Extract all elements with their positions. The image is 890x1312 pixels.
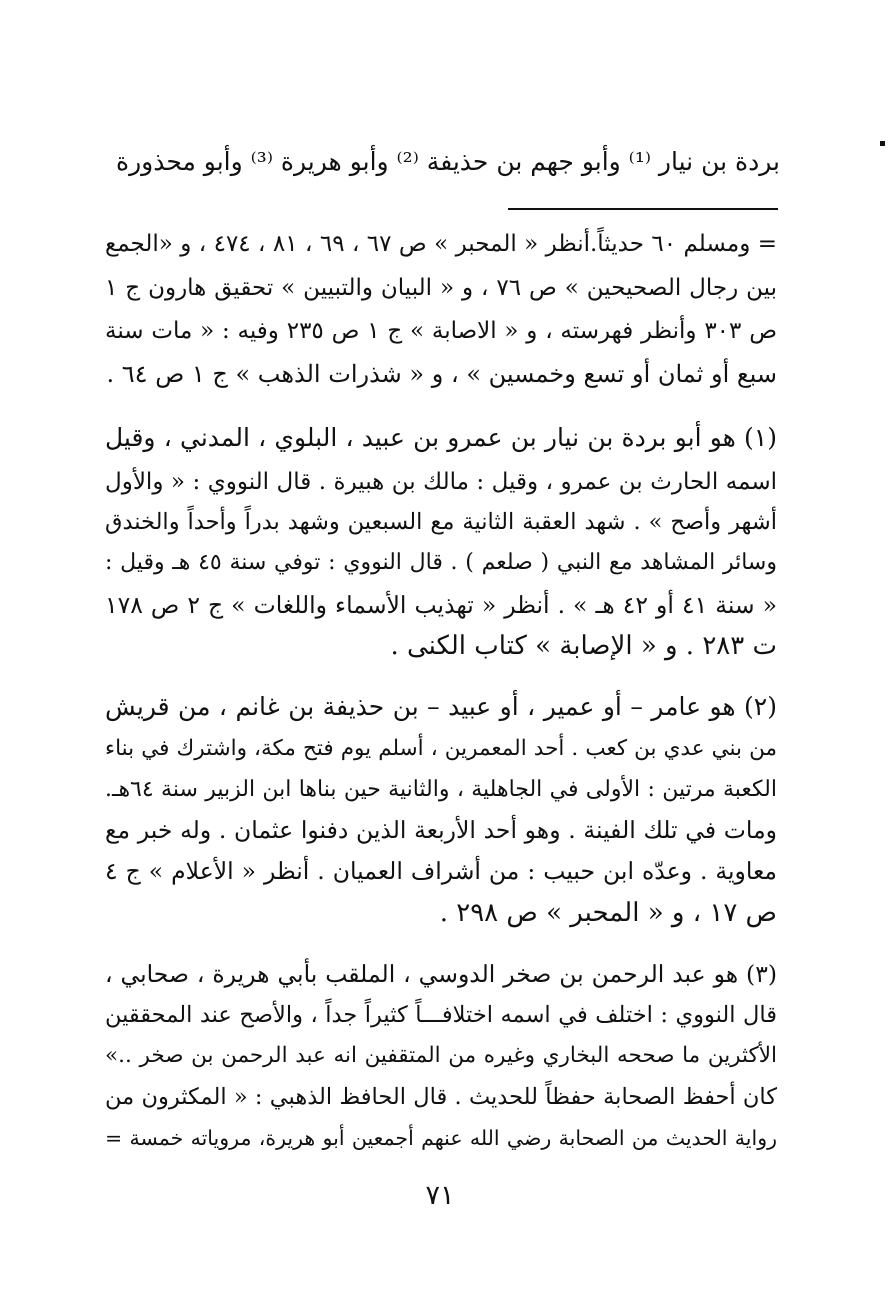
footnote-1-line: وسائر المشاهد مع النبي ( صلعم ) . قال النووي : توفي سنة ٤٥ هـ وقيل : bbox=[105, 550, 777, 575]
footnote-continued-line: سبع أو ثمان أو تسع وخمسين » ، و « شذرات الذهب » ج ١ ص ٦٤ . bbox=[106, 360, 777, 388]
footnote-3-line: (٣) هو عبد الرحمن بن صخر الدوسي ، الملقب بأبي هريرة ، صحابي ، bbox=[105, 960, 777, 988]
footnote-continued-line: ص ٣٠٣ وأنظر فهرسته ، و « الاصابة » ج ١ ص ٢٣٥ وفيه : « مات سنة bbox=[105, 318, 777, 344]
footnote-2-line: معاوية . وعدّه ابن حبيب : من أشراف العميان . أنظر « الأعلام » ج ٤ bbox=[105, 857, 777, 885]
footnote-3-line: رواية الحديث من الصحابة رضي الله عنهم أجمعين أبو هريرة، مروياته خمسة = bbox=[105, 1126, 777, 1150]
margin-mark bbox=[880, 141, 885, 146]
footnote-1-line: « سنة ٤١ أو ٤٢ هـ » . أنظر « تهذيب الأسماء واللغات » ج ٢ ص ١٧٨ bbox=[105, 591, 778, 619]
footnote-separator bbox=[508, 208, 778, 210]
footnote-3-line: كان أحفظ الصحابة حفظاً للحديث . قال الحافظ الذهبي : « المكثرون من bbox=[105, 1084, 777, 1110]
main-text-line: بردة بن نيار ⁽¹⁾ وأبو جهم بن حذيفة ⁽²⁾ وأبو هريرة ⁽³⁾ وأبو محذورة bbox=[115, 147, 780, 176]
footnote-3-line: قال النووي : اختلف في اسمه اختلافـــاً كثيراً جداً ، والأصح عند المحققين bbox=[105, 1002, 777, 1028]
footnote-2-line: الكعبة مرتين : الأولى في الجاهلية ، والثانية حين بناها ابن الزبير سنة ٦٤هـ. bbox=[105, 777, 777, 802]
footnote-1-line: أشهر وأصح » . شهد العقبة الثانية مع السبعين وشهد بدراً وأحداً والخندق bbox=[105, 509, 777, 535]
footnote-3-line: الأكثرين ما صححه البخاري وغيره من المتقفين انه عبد الرحمن بن صخر ..» bbox=[105, 1043, 777, 1068]
footnote-continued-line: = ومسلم ٦٠ حديثاً.أنظر « المحبر » ص ٦٧ ، ٦٩ ، ٨١ ، ٤٧٤ ، و «الجمع bbox=[105, 231, 778, 257]
footnote-1-line: اسمه الحارث بن عمرو ، وقيل : مالك بن هبيرة . قال النووي : « والأول bbox=[105, 469, 777, 495]
page-number: ٧١ bbox=[425, 1180, 455, 1211]
footnote-2-line: ومات في تلك الفينة . وهو أحد الأربعة الذين دفنوا عثمان . وله خبر مع bbox=[105, 816, 777, 844]
footnote-2-line: (٢) هو عامر – أو عمير ، أو عبيد – بن حذيفة بن غانم ، من قريش bbox=[105, 692, 777, 721]
footnote-1-line: (١) هو أبو بردة بن نيار بن عمرو بن عبيد ، البلوي ، المدني ، وقيل bbox=[105, 423, 777, 452]
footnote-continued-line: بين رجال الصحيحين » ص ٧٦ ، و « البيان والتبيين » تحقيق هارون ج ١ bbox=[105, 275, 777, 301]
footnote-2-line: ص ١٧ ، و « المحبر » ص ٢٩٨ . bbox=[439, 898, 777, 928]
footnote-1-line: ت ٢٨٣ . و « الإصابة » كتاب الكنى . bbox=[390, 631, 777, 661]
footnote-2-line: من بني عدي بن كعب . أحد المعمرين ، أسلم يوم فتح مكة، واشترك في بناء bbox=[105, 736, 777, 761]
